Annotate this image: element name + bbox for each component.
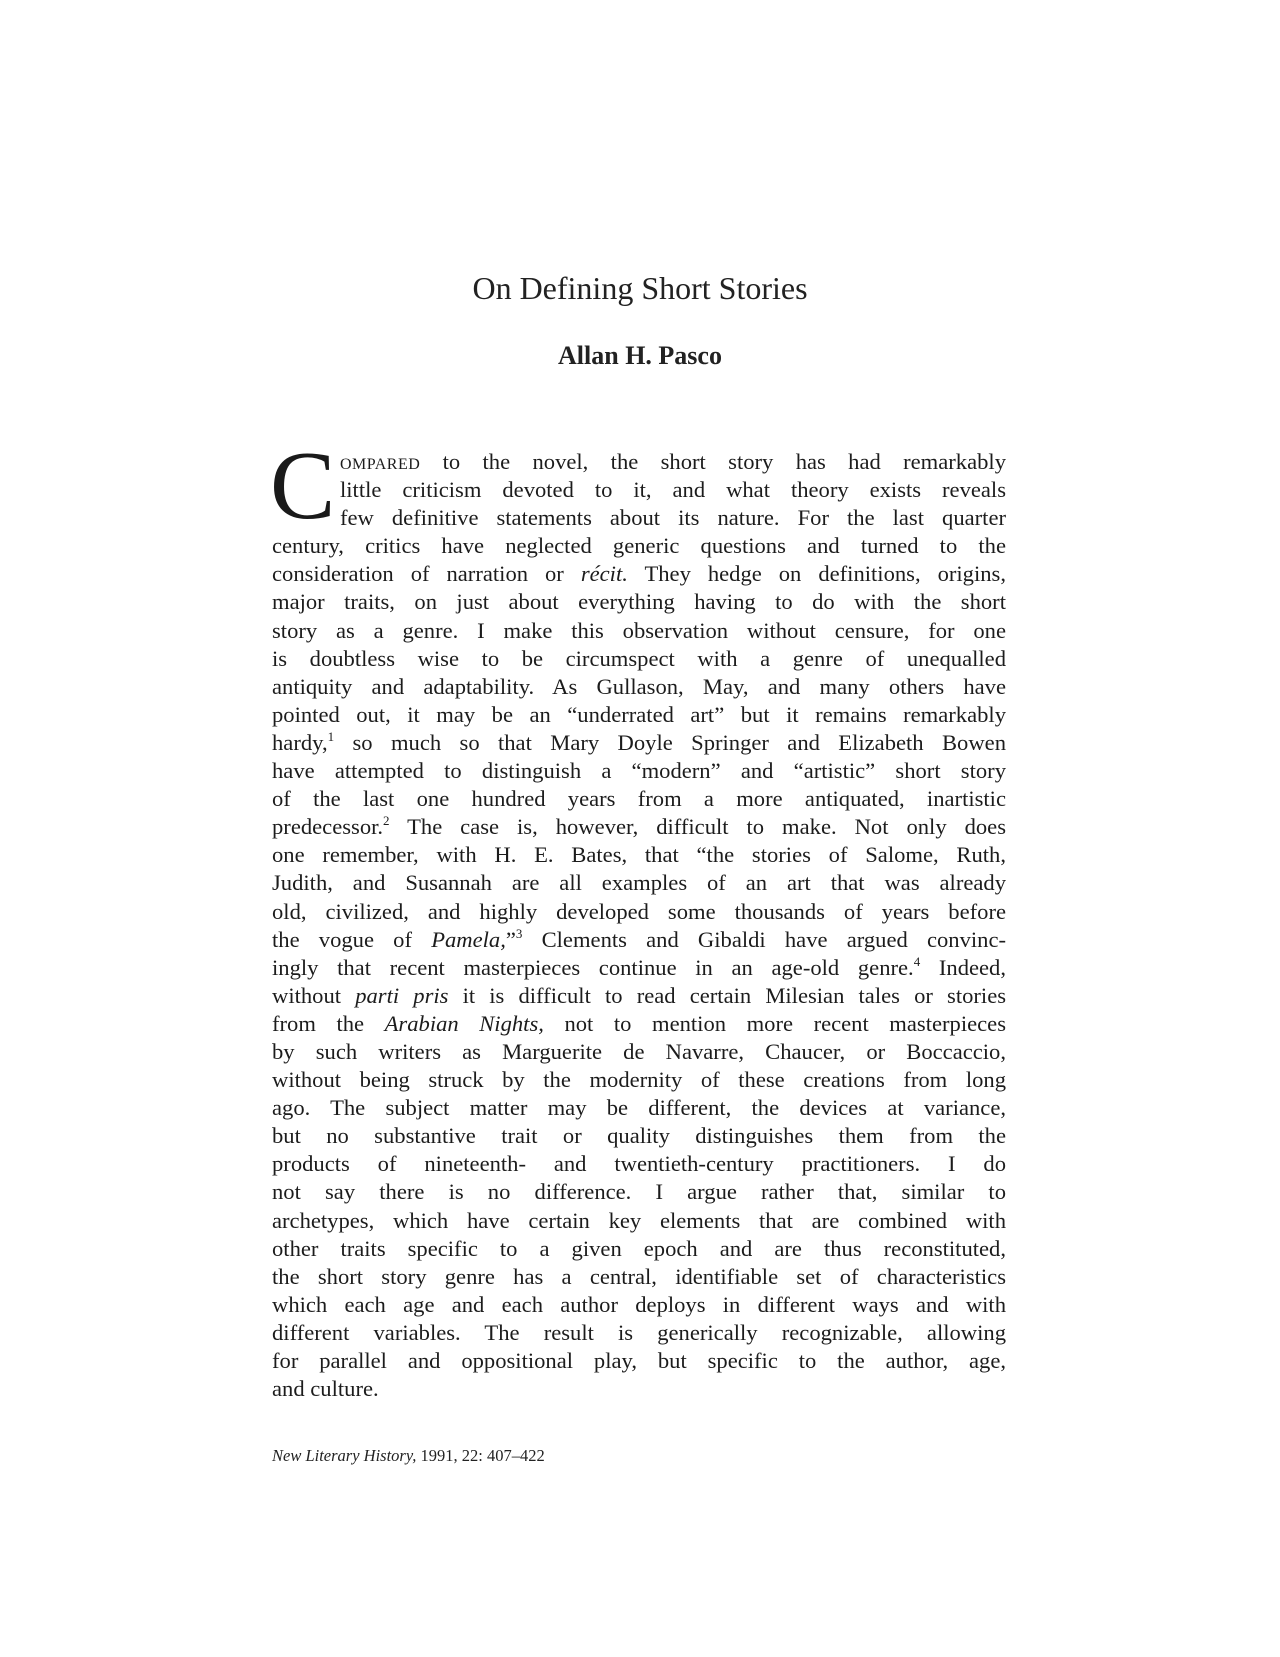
line-text: antiquity and adaptability. As Gullason, May, and many others have [272,673,1006,699]
line-text: to the novel, the short story has had remarkably [420,449,1006,474]
text-line [272,841,1006,869]
line-post: The case is, however, difficult to make. Not only does [389,814,1006,840]
text-line [272,1122,1006,1150]
text-line [272,673,1006,701]
line-text: without being struck by the modernity of these creations from long [272,1067,1006,1093]
line-text: products of nineteenth- and twentieth-century practitioners. I do [272,1151,1006,1177]
text-line [272,560,1006,588]
text-line [272,1178,1006,1206]
line-text: one remember, with H. E. Bates, that “the stories of Salome, Ruth, [272,842,1006,868]
line-text: other traits specific to a given epoch and are thus reconstituted, [272,1235,1006,1261]
line-post: not to mention more recent masterpieces [543,1010,1006,1036]
line-italic: parti pris [355,982,449,1008]
text-line [272,476,1006,504]
citation-footer [272,1446,545,1466]
line-post: it is difficult to read certain Milesian tales or stories [448,982,1007,1008]
text-line [272,1347,1006,1375]
line-italic: Pamela, [431,926,506,952]
text-line [272,645,1006,673]
line-post: Clements and Gibaldi have argued convinc- [522,926,1006,952]
drop-cap: C [270,432,336,540]
text-line [272,1010,1006,1038]
citation-details: 1991, 22: 407–422 [416,1446,545,1465]
text-line [272,1066,1006,1094]
text-line [272,869,1006,897]
line-text: of the last one hundred years from a more antiquated, inartistic [272,786,1006,812]
text-line [272,617,1006,645]
text-line [272,1319,1006,1347]
journal-name: New Literary History, [272,1446,417,1465]
article-author: Allan H. Pasco [558,341,722,370]
line-post: so much so that Mary Doyle Springer and Elizabeth Bowen [334,729,1006,755]
line-mid: ” [505,926,516,952]
line-text: not say there is no difference. I argue rather that, similar to [272,1179,1006,1205]
text-line [272,532,1006,560]
article-title: On Defining Short Stories [472,270,808,306]
line-text: by such writers as Marguerite de Navarre, Chaucer, or Boccaccio, [272,1038,1006,1064]
line-text: which each age and each author deploys in different ways and with [272,1291,1006,1317]
line-pre: predecessor. [272,814,384,840]
line-sup: 3 [515,925,523,941]
line-sup: 2 [383,813,390,829]
text-line [272,1235,1006,1263]
line-text: little criticism devoted to it, and what theory exists reveals [340,477,1006,503]
line-text: few definitive statements about its nature. For the last quarter [340,505,1006,531]
line-italic: Arabian Nights, [384,1010,544,1036]
text-line [272,1263,1006,1291]
line-text: Judith, and Susannah are all examples of an art that was already [272,870,1006,896]
text-line [272,926,1006,954]
line-text: and culture. [272,1376,379,1402]
line-sup: 4 [913,953,921,969]
text-line [272,701,1006,729]
line-pre: consideration of narration or [272,561,581,587]
line-pre: the vogue of [272,926,432,952]
text-line [272,982,1006,1010]
line-text: major traits, on just about everything having to do with the short [272,589,1006,615]
text-line [272,1207,1006,1235]
line-post: Indeed, [920,954,1006,980]
line-text: story as a genre. I make this observation without censure, for one [272,617,1006,643]
line-pre: from the [272,1010,385,1036]
line-pre: without [272,982,356,1008]
line-text: different variables. The result is generically recognizable, allowing [272,1319,1006,1345]
line-text: the short story genre has a central, identifiable set of characteristics [272,1263,1006,1289]
line-text: ago. The subject matter may be different, the devices at variance, [272,1095,1006,1121]
text-line [272,954,1006,982]
text-line [272,588,1006,616]
text-line [272,898,1006,926]
text-line [272,1094,1006,1122]
body-paragraph [270,432,1007,1403]
line-text: is doubtless wise to be circumspect with a genre of unequalled [272,645,1006,671]
line-text: but no substantive trait or quality distinguishes them from the [272,1123,1006,1149]
line-sup: 1 [327,728,335,744]
text-line [272,1375,1006,1403]
line-post: They hedge on definitions, origins, [627,561,1006,587]
line-italic: récit. [580,561,628,587]
text-line [272,813,1006,841]
text-line [272,1291,1006,1319]
text-line [272,757,1006,785]
line-text: archetypes, which have certain key elements that are combined with [272,1207,1006,1233]
text-line [272,448,1006,476]
line-text: have attempted to distinguish a “modern” and “artistic” short story [272,758,1006,784]
line-pre: ingly that recent masterpieces continue in an age-old genre. [272,954,914,980]
line-text: for parallel and oppositional play, but specific to the author, age, [272,1348,1006,1373]
line-pre: hardy, [272,729,328,755]
text-line [272,1038,1006,1066]
text-line [272,729,1006,757]
text-line [272,504,1006,532]
text-line [272,1150,1006,1178]
line-lead_smallcaps: ompared [340,449,421,474]
line-text: pointed out, it may be an “underrated art” but it remains remarkably [272,701,1006,727]
text-line [272,785,1006,813]
line-text: old, civilized, and highly developed some thousands of years before [272,898,1006,924]
line-text: century, critics have neglected generic questions and turned to the [272,533,1006,559]
paragraph-lines [272,448,1006,1403]
